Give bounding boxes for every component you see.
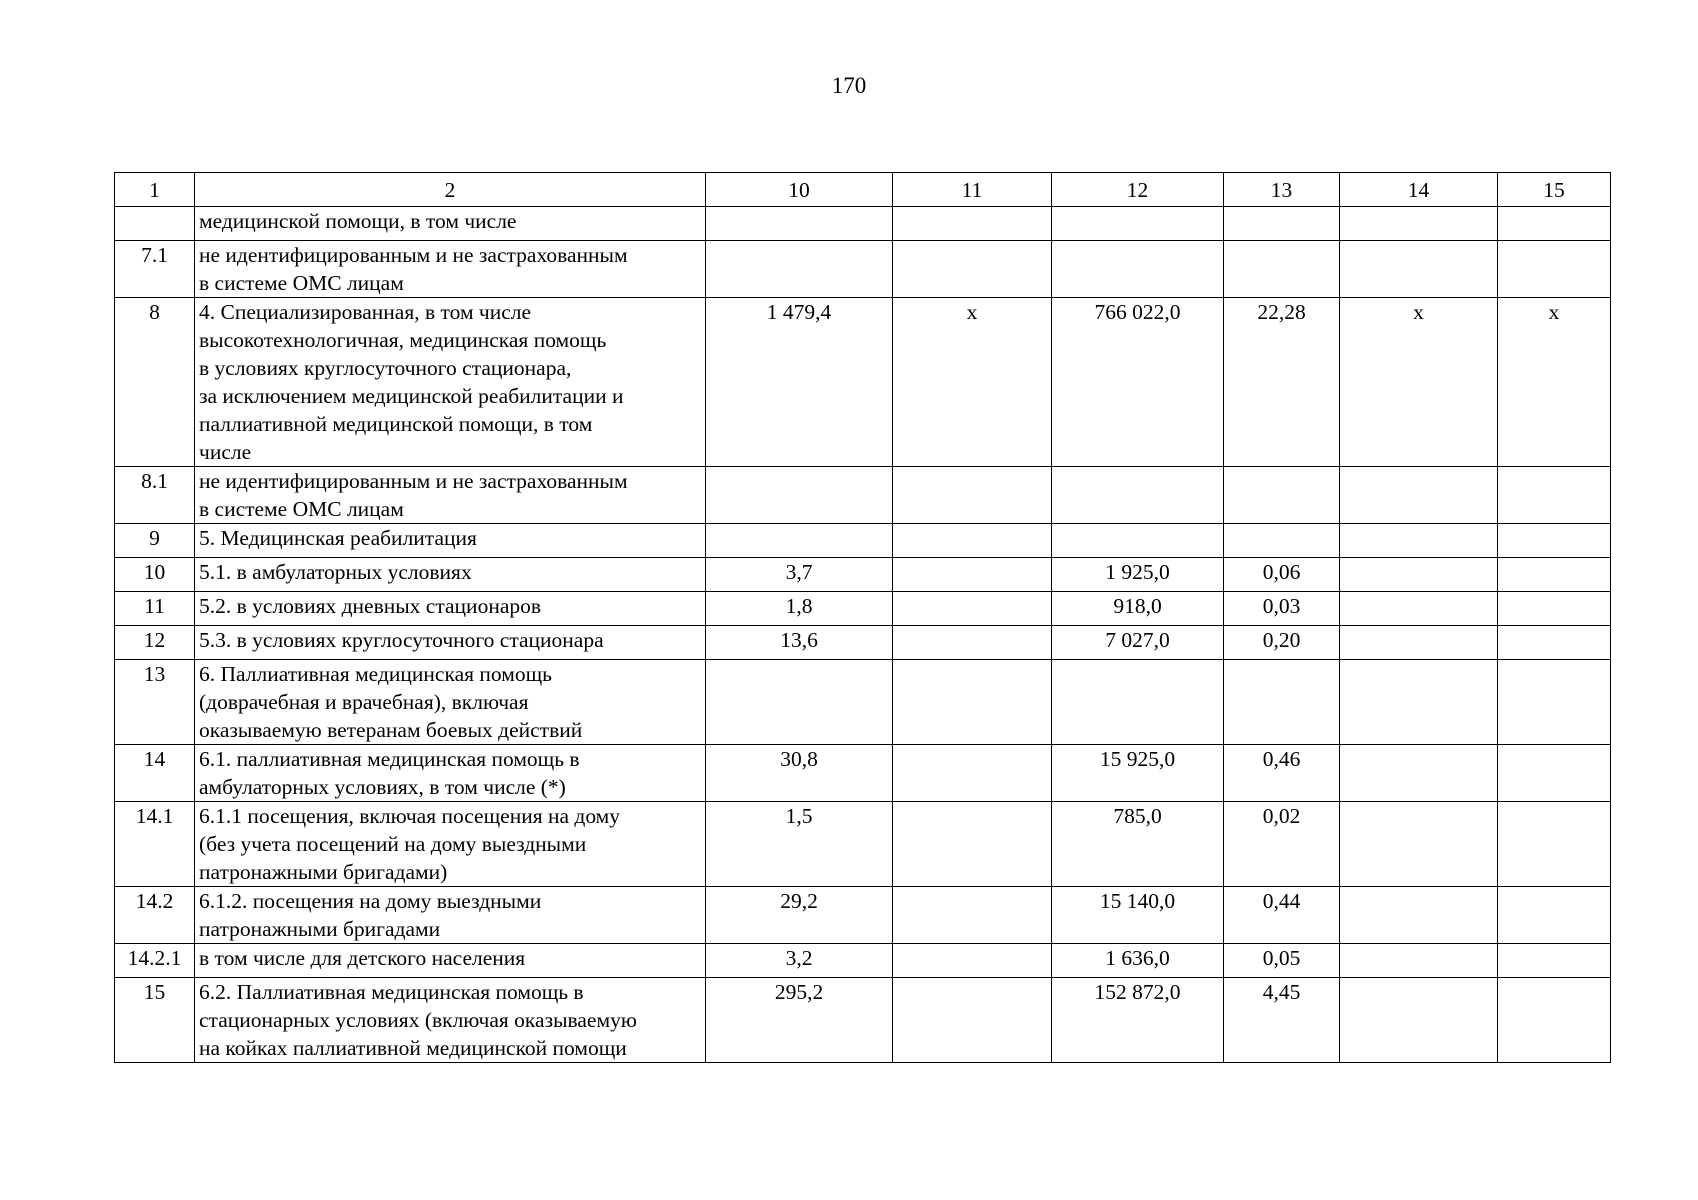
column-14-cell <box>1340 978 1498 1063</box>
row-number-cell: 14.2.1 <box>115 944 195 978</box>
column-13-cell: 0,20 <box>1224 626 1340 660</box>
column-10-cell <box>706 241 893 298</box>
column-14-cell: х <box>1340 298 1498 467</box>
column-10-cell <box>706 524 893 558</box>
table-row <box>115 887 1611 944</box>
column-10-cell: 1,8 <box>706 592 893 626</box>
column-11-cell: х <box>893 298 1052 467</box>
column-header: 1 <box>115 173 195 207</box>
column-12-cell: 15 140,0 <box>1052 887 1224 944</box>
column-10-cell <box>706 467 893 524</box>
row-number-cell: 13 <box>115 660 195 745</box>
table-row <box>115 558 1611 592</box>
indicator-name-cell: 6. Паллиативная медицинская помощь (доврачебная и врачебная), включая оказываемую ветеранам боевых действий <box>195 660 706 745</box>
column-14-cell <box>1340 626 1498 660</box>
column-11-cell <box>893 978 1052 1063</box>
indicator-name-cell: 5.3. в условиях круглосуточного стационара <box>195 626 706 660</box>
column-12-cell: 1 925,0 <box>1052 558 1224 592</box>
column-12-cell: 152 872,0 <box>1052 978 1224 1063</box>
column-11-cell <box>893 802 1052 887</box>
column-15-cell <box>1498 592 1611 626</box>
column-12-cell <box>1052 524 1224 558</box>
column-11-cell <box>893 944 1052 978</box>
column-header: 10 <box>706 173 893 207</box>
column-10-cell <box>706 207 893 241</box>
column-14-cell <box>1340 887 1498 944</box>
column-11-cell <box>893 592 1052 626</box>
column-15-cell <box>1498 745 1611 802</box>
column-13-cell: 4,45 <box>1224 978 1340 1063</box>
column-13-cell <box>1224 207 1340 241</box>
page-number: 170 <box>831 73 867 98</box>
column-10-cell <box>706 660 893 745</box>
column-header: 13 <box>1224 173 1340 207</box>
column-11-cell <box>893 524 1052 558</box>
column-10-cell: 1,5 <box>706 802 893 887</box>
row-number-cell: 8.1 <box>115 467 195 524</box>
column-11-cell <box>893 558 1052 592</box>
column-14-cell <box>1340 524 1498 558</box>
column-header: 2 <box>195 173 706 207</box>
column-14-cell <box>1340 558 1498 592</box>
column-13-cell <box>1224 660 1340 745</box>
column-header: 11 <box>893 173 1052 207</box>
row-number-cell: 14.1 <box>115 802 195 887</box>
column-14-cell <box>1340 802 1498 887</box>
row-number-cell <box>115 207 195 241</box>
table-row <box>115 207 1611 241</box>
column-14-cell <box>1340 467 1498 524</box>
column-13-cell <box>1224 467 1340 524</box>
column-12-cell <box>1052 207 1224 241</box>
column-11-cell <box>893 660 1052 745</box>
column-14-cell <box>1340 241 1498 298</box>
row-number-cell: 12 <box>115 626 195 660</box>
column-11-cell <box>893 467 1052 524</box>
column-12-cell: 766 022,0 <box>1052 298 1224 467</box>
column-14-cell <box>1340 745 1498 802</box>
row-number-cell: 14.2 <box>115 887 195 944</box>
column-11-cell <box>893 207 1052 241</box>
table-row <box>115 524 1611 558</box>
table-row <box>115 660 1611 745</box>
column-10-cell: 3,2 <box>706 944 893 978</box>
column-10-cell: 13,6 <box>706 626 893 660</box>
column-12-cell <box>1052 241 1224 298</box>
column-12-cell: 1 636,0 <box>1052 944 1224 978</box>
indicator-name-cell: 5.1. в амбулаторных условиях <box>195 558 706 592</box>
table-row <box>115 626 1611 660</box>
indicator-name-cell: 6.1.2. посещения на дому выездными патронажными бригадами <box>195 887 706 944</box>
column-13-cell <box>1224 524 1340 558</box>
column-15-cell <box>1498 944 1611 978</box>
column-14-cell <box>1340 592 1498 626</box>
table-row <box>115 978 1611 1063</box>
row-number-cell: 11 <box>115 592 195 626</box>
column-11-cell <box>893 241 1052 298</box>
indicator-name-cell: 4. Специализированная, в том числе высокотехнологичная, медицинская помощь в условиях круглосуточного стационара, за исключением медицинской реабилитации и паллиативной медицинской помощи, в том числе <box>195 298 706 467</box>
column-11-cell <box>893 745 1052 802</box>
column-13-cell: 0,05 <box>1224 944 1340 978</box>
indicator-name-cell: в том числе для детского населения <box>195 944 706 978</box>
column-15-cell <box>1498 524 1611 558</box>
column-15-cell <box>1498 660 1611 745</box>
column-15-cell <box>1498 978 1611 1063</box>
indicator-name-cell: 6.2. Паллиативная медицинская помощь в стационарных условиях (включая оказываемую на койках паллиативной медицинской помощи <box>195 978 706 1063</box>
column-11-cell <box>893 626 1052 660</box>
column-header: 14 <box>1340 173 1498 207</box>
column-15-cell <box>1498 207 1611 241</box>
column-13-cell: 0,02 <box>1224 802 1340 887</box>
column-12-cell <box>1052 467 1224 524</box>
column-10-cell: 29,2 <box>706 887 893 944</box>
table-row <box>115 592 1611 626</box>
row-number-cell: 15 <box>115 978 195 1063</box>
column-12-cell: 15 925,0 <box>1052 745 1224 802</box>
table-row <box>115 241 1611 298</box>
column-12-cell <box>1052 660 1224 745</box>
indicator-name-cell: 5.2. в условиях дневных стационаров <box>195 592 706 626</box>
column-10-cell: 295,2 <box>706 978 893 1063</box>
column-13-cell: 0,46 <box>1224 745 1340 802</box>
column-11-cell <box>893 887 1052 944</box>
column-14-cell <box>1340 207 1498 241</box>
indicator-name-cell: 6.1. паллиативная медицинская помощь в амбулаторных условиях, в том числе (*) <box>195 745 706 802</box>
table-row <box>115 298 1611 467</box>
column-15-cell <box>1498 467 1611 524</box>
column-15-cell <box>1498 802 1611 887</box>
row-number-cell: 9 <box>115 524 195 558</box>
data-table <box>114 172 1611 1063</box>
column-12-cell: 7 027,0 <box>1052 626 1224 660</box>
column-15-cell: х <box>1498 298 1611 467</box>
column-15-cell <box>1498 558 1611 592</box>
table-row <box>115 944 1611 978</box>
column-14-cell <box>1340 944 1498 978</box>
column-13-cell: 22,28 <box>1224 298 1340 467</box>
column-12-cell: 918,0 <box>1052 592 1224 626</box>
column-13-cell: 0,06 <box>1224 558 1340 592</box>
table-header-row <box>115 173 1611 207</box>
column-15-cell <box>1498 887 1611 944</box>
column-13-cell <box>1224 241 1340 298</box>
column-15-cell <box>1498 241 1611 298</box>
column-13-cell: 0,44 <box>1224 887 1340 944</box>
indicator-name-cell: 5. Медицинская реабилитация <box>195 524 706 558</box>
table-row <box>115 745 1611 802</box>
row-number-cell: 10 <box>115 558 195 592</box>
column-10-cell: 3,7 <box>706 558 893 592</box>
column-10-cell: 30,8 <box>706 745 893 802</box>
column-10-cell: 1 479,4 <box>706 298 893 467</box>
column-12-cell: 785,0 <box>1052 802 1224 887</box>
indicator-name-cell: 6.1.1 посещения, включая посещения на дому (без учета посещений на дому выездными патронажными бригадами) <box>195 802 706 887</box>
column-header: 15 <box>1498 173 1611 207</box>
indicator-name-cell: не идентифицированным и не застрахованным в системе ОМС лицам <box>195 241 706 298</box>
row-number-cell: 7.1 <box>115 241 195 298</box>
column-13-cell: 0,03 <box>1224 592 1340 626</box>
column-15-cell <box>1498 626 1611 660</box>
column-header: 12 <box>1052 173 1224 207</box>
indicator-name-cell: не идентифицированным и не застрахованным в системе ОМС лицам <box>195 467 706 524</box>
row-number-cell: 14 <box>115 745 195 802</box>
table-row <box>115 467 1611 524</box>
table-row <box>115 802 1611 887</box>
column-14-cell <box>1340 660 1498 745</box>
row-number-cell: 8 <box>115 298 195 467</box>
indicator-name-cell: медицинской помощи, в том числе <box>195 207 706 241</box>
